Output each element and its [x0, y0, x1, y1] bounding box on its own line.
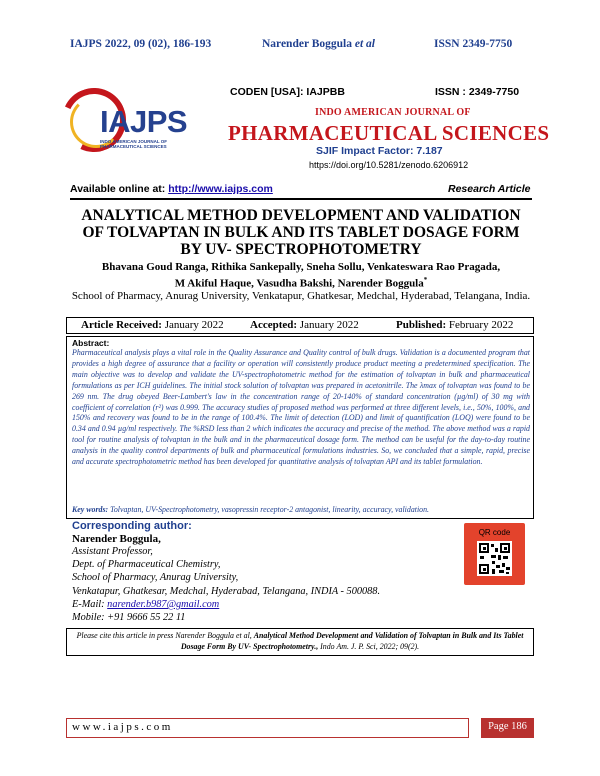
journal-title: PHARMACEUTICAL SCIENCES: [228, 121, 550, 145]
availability-line: [70, 183, 273, 195]
accepted-value: January 2022: [299, 319, 359, 331]
corresponding-mobile: Mobile: +91 9666 55 22 11: [72, 612, 186, 623]
received-date: [81, 319, 224, 331]
citation-title: Analytical Method Development and Validation of Tolvaptan in Bulk and Its Tablet Dosage Form By UV- Spectrophotometry.,: [180, 631, 524, 651]
abstract-text: Pharmaceutical analysis plays a vital role in the Quality Assurance and Quality control of bulk drugs. Validation is a documented program that provides a high degree of assurance that a facility or operation will consistently produce product meeting a predetermined specification. The main objective was to develop and validate the UV-spectrophotometric method for the estimation of tolvaptan in bulk and pharmaceutical formulations as per ICH guidelines. The initial stock solution of tolvaptan was prepared in acetonitrile. The λmax of tolvaptan was found to be 269 nm. The drug obeyed Beer-Lambert's law in the concentration range of 20-140% of standard concentration (µg/ml) of 30 mg with coefficient of correlation (r²) was 0.999. The accuracy studies of proposed method was performed at three different levels, i.e., 50%, 100%, and 150% and recovery was found to be in the range of 100.4%. The limit of detection (LOD) and limit of quantification (LOQ) were found to be 0.34 and 0.94 µg/ml respectively. The %RSD less than 2 which indicates the accuracy and precise of the method. The above method was a rapid tool for routine analysis of tolvaptan in the bulk and in the pharmaceutical dosage form. The method can be useful for the day-to-day routine analysis in the quality control departments of bulk and pharmaceutical formulations industries. So, we concluded that a simple, rapid, precise and accurate spectrophotometric method has been developed for quantitative analysis of tolvaptan API and its tablet formulation.: [72, 348, 530, 467]
paper-title: ANALYTICAL METHOD DEVELOPMENT AND VALIDATION OF TOLVAPTAN IN BULK AND ITS TABLET DOSAGE FORM BY UV- SPECTROPHOTOMETRY: [81, 207, 521, 258]
author-line-1: Bhavana Goud Ranga, Rithika Sankepally, Sneha Sollu, Venkateswara Rao Pragada,: [101, 261, 501, 273]
corresponding-title: Assistant Professor,: [72, 546, 153, 557]
abstract-heading: Abstract:: [72, 338, 110, 348]
running-header-right: ISSN 2349-7750: [434, 38, 513, 50]
journal-url-link[interactable]: http://www.iajps.com: [168, 183, 273, 195]
email-link[interactable]: narender.b987@gmail.com: [107, 599, 220, 610]
keywords: [72, 505, 530, 515]
journal-subtitle: INDO AMERICAN JOURNAL OF: [315, 107, 471, 118]
author-line-2-text: M Akiful Haque, Vasudha Bakshi, Narender Boggula: [174, 277, 424, 290]
author-line-2: [70, 274, 532, 291]
received-label: Article Received:: [81, 319, 162, 331]
citation-text: [70, 630, 530, 652]
running-header-center: [262, 38, 375, 50]
corresponding-dept: Dept. of Pharmaceutical Chemistry,: [72, 559, 221, 570]
published-date: [396, 319, 513, 331]
doi-link[interactable]: https://doi.org/10.5281/zenodo.6206912: [309, 160, 469, 170]
logo-text: IAJPS: [100, 104, 188, 139]
article-type: Research Article: [448, 183, 531, 195]
logo-tagline: INDO AMERICAN JOURNAL OF PHARMACEUTICAL SCIENCES: [100, 139, 168, 149]
availability-label: Available online at:: [70, 183, 169, 195]
citation-prefix: Please cite this article in press Narender Boggula et al,: [76, 631, 254, 640]
published-label: Published:: [396, 319, 447, 331]
accepted-date: [250, 319, 359, 331]
dates-box: [66, 317, 534, 334]
email-label: E-Mail:: [72, 599, 108, 610]
affiliation: School of Pharmacy, Anurag University, Venkatapur, Ghatkesar, Medchal, Hyderabad, Telangana, India.: [71, 290, 531, 302]
received-value: January 2022: [164, 319, 224, 331]
corresponding-marker: *: [423, 276, 428, 284]
coden: CODEN [USA]: IAJPBB: [230, 86, 345, 98]
impact-factor: SJIF Impact Factor: 7.187: [316, 145, 443, 157]
corresponding-name: Narender Boggula,: [72, 533, 161, 545]
corresponding-school: School of Pharmacy, Anurag University,: [72, 572, 239, 583]
header-divider: [70, 198, 532, 200]
published-value: February 2022: [448, 319, 514, 331]
keywords-label: Key words:: [72, 505, 109, 514]
citation-suffix: Indo Am. J. P. Sci, 2022; 09(2).: [318, 642, 420, 651]
page-number: Page 186: [488, 721, 527, 732]
qr-label: QR code: [478, 528, 511, 537]
running-header-etal: et al: [354, 38, 375, 50]
masthead-issn: ISSN : 2349-7750: [435, 86, 520, 98]
keywords-text: Tolvaptan, UV-Spectrophotometry, vasopressin receptor-2 antagonist, linearity, accuracy, validation.: [110, 505, 430, 514]
corresponding-address: Venkatapur, Ghatkesar, Medchal, Hyderabad, Telangana, INDIA - 500088.: [72, 586, 381, 597]
author-list: [70, 261, 532, 291]
accepted-label: Accepted:: [250, 319, 298, 331]
running-header-left: IAJPS 2022, 09 (02), 186-193: [70, 38, 212, 50]
running-header-author: Narender Boggula: [262, 38, 352, 50]
footer-url[interactable]: www.iajps.com: [72, 721, 173, 733]
corresponding-email: [72, 599, 219, 610]
corresponding-heading: Corresponding author:: [72, 520, 192, 532]
qr-code-icon[interactable]: [477, 541, 512, 576]
